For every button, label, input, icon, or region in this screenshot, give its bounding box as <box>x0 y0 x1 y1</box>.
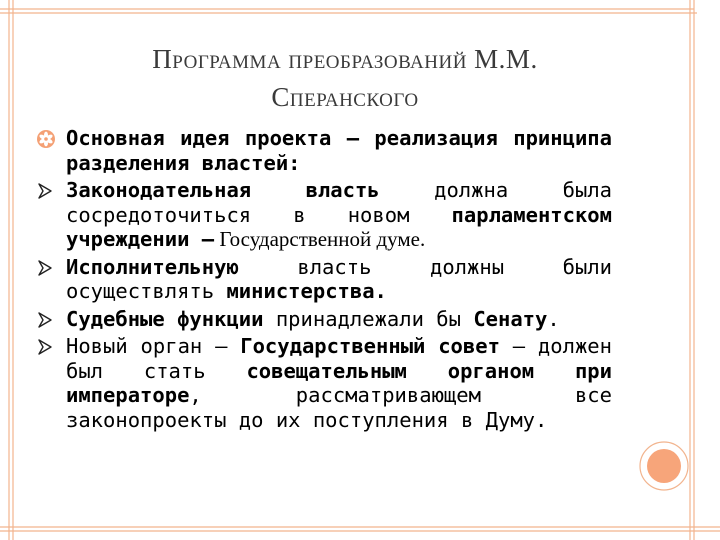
text-segment: , рассматривающем все законопроекты до их поступления в Думу. <box>66 383 612 432</box>
arrowhead-bullet-icon <box>36 181 56 201</box>
text-segment: Новый орган – <box>66 334 241 358</box>
list-item-text <box>66 178 612 252</box>
list-item <box>36 178 612 252</box>
list-item-text <box>66 126 612 175</box>
bold-text-segment: Государственный совет <box>240 334 500 358</box>
slide-title <box>60 40 630 116</box>
bold-text-segment: совещательным органом при императоре <box>66 358 612 407</box>
list-item <box>36 307 612 332</box>
text-segment: власть должны были осуществлять <box>66 254 612 303</box>
text-segment: . <box>547 306 560 331</box>
list-item-text <box>66 334 612 432</box>
arrowhead-bullet-icon <box>36 310 56 330</box>
list-item <box>36 255 612 304</box>
bold-text-segment: министерства. <box>226 279 387 303</box>
arrowhead-bullet-icon <box>36 258 56 278</box>
list-item-text <box>66 307 612 332</box>
flower-bullet-icon <box>36 129 56 149</box>
bold-text-segment: Судебные функции <box>66 306 264 331</box>
arrowhead-bullet-icon <box>36 337 56 357</box>
title-line-1: Программа преобразований М.М. <box>152 44 538 74</box>
bold-text-segment: Законодательная власть <box>66 178 380 202</box>
list-item <box>36 334 612 432</box>
list-item-text <box>66 255 612 304</box>
bold-text-segment: Основная идея проекта – реализация принципа разделения властей: <box>66 126 612 175</box>
text-segment: Государственной думе. <box>214 227 426 251</box>
bold-text-segment: Сенату <box>473 306 548 331</box>
text-segment: принадлежали бы <box>263 306 474 331</box>
bullet-list <box>36 126 612 435</box>
bold-text-segment: Исполнительную <box>66 254 239 279</box>
title-line-2: Сперанского <box>271 82 419 112</box>
corner-circle-decoration <box>640 442 688 490</box>
text-segment: должна была сосредоточиться в новом <box>66 178 613 227</box>
list-item <box>36 126 612 175</box>
text-segment: – должен был стать <box>66 334 612 383</box>
bold-text-segment: парламентском учреждении – <box>66 202 612 251</box>
